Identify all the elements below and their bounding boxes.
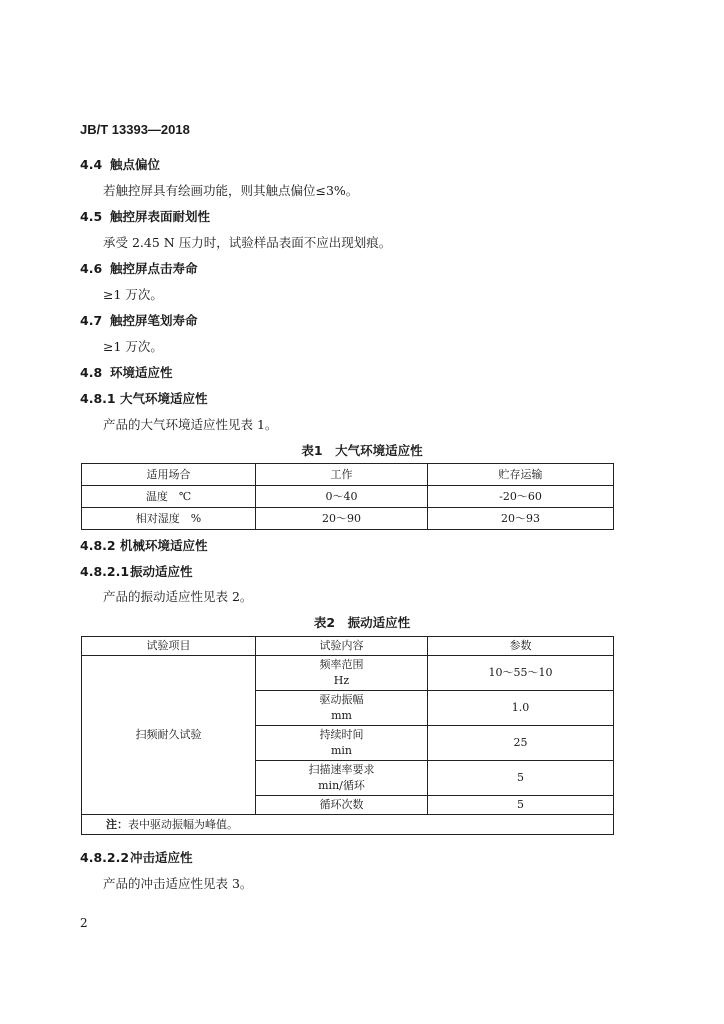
section-title: 触控屏笔划寿命 bbox=[110, 313, 198, 328]
section-heading-4-4 bbox=[80, 155, 160, 173]
section-heading-4-8-2-2 bbox=[80, 848, 193, 866]
table-cell: 25 bbox=[428, 726, 614, 761]
section-number: 4.7 bbox=[80, 313, 103, 328]
section-number: 4.8.2.1 bbox=[80, 564, 130, 579]
table-cell: 10～55～10 bbox=[428, 656, 614, 691]
table-cell-test-item: 扫频耐久试验 bbox=[82, 656, 256, 815]
table-cell: -20～60 bbox=[428, 486, 614, 508]
table-cell: 5 bbox=[428, 761, 614, 796]
section-title: 触控屏表面耐划性 bbox=[110, 209, 211, 224]
content-line: 频率范围 bbox=[319, 658, 364, 671]
content-line: 驱动振幅 bbox=[319, 693, 364, 706]
table-cell: 20～93 bbox=[428, 508, 614, 530]
table-row bbox=[82, 656, 614, 691]
standard-id: JB/T 13393—2018 bbox=[80, 122, 190, 137]
section-body-4-4: 若触控屏具有绘画功能，则其触点偏位≤3%。 bbox=[103, 183, 359, 198]
table-cell: 循环次数 bbox=[256, 796, 428, 815]
table-note bbox=[82, 815, 614, 835]
section-heading-4-8-2 bbox=[80, 536, 208, 554]
table-cell bbox=[256, 726, 428, 761]
content-unit: min/循环 bbox=[318, 779, 365, 792]
section-body-4-8-1: 产品的大气环境适应性见表 1。 bbox=[103, 417, 278, 432]
table-header-cell: 试验内容 bbox=[256, 637, 428, 656]
content-line: 持续时间 bbox=[319, 728, 364, 741]
section-title: 触控屏点击寿命 bbox=[110, 261, 198, 276]
section-title: 冲击适应性 bbox=[130, 850, 193, 865]
table1 bbox=[81, 463, 614, 530]
table2 bbox=[81, 636, 614, 835]
table-header-row bbox=[82, 637, 614, 656]
section-title: 机械环境适应性 bbox=[120, 538, 208, 553]
table-header-cell: 适用场合 bbox=[82, 464, 256, 486]
table-header-cell: 工作 bbox=[256, 464, 428, 486]
section-heading-4-8 bbox=[80, 363, 173, 381]
table-cell: 0～40 bbox=[256, 486, 428, 508]
content-unit: Hz bbox=[333, 674, 350, 687]
section-body-4-7: ≥1 万次。 bbox=[103, 339, 163, 354]
table-header-cell: 参数 bbox=[428, 637, 614, 656]
section-number: 4.5 bbox=[80, 209, 103, 224]
table2-caption: 表2 振动适应性 bbox=[313, 615, 411, 630]
table-header-cell: 试验项目 bbox=[82, 637, 256, 656]
section-body-4-8-2-1: 产品的振动适应性见表 2。 bbox=[103, 589, 253, 604]
table-cell bbox=[256, 761, 428, 796]
table-cell: 5 bbox=[428, 796, 614, 815]
table-cell bbox=[256, 691, 428, 726]
content-unit: mm bbox=[331, 709, 352, 722]
section-number: 4.8.1 bbox=[80, 391, 116, 406]
page-number: 2 bbox=[80, 916, 88, 930]
table-cell bbox=[256, 656, 428, 691]
section-heading-4-8-1 bbox=[80, 389, 208, 407]
table-row bbox=[82, 508, 614, 530]
table-cell: 相对湿度 % bbox=[82, 508, 256, 530]
table-note-row bbox=[82, 815, 614, 835]
section-heading-4-5 bbox=[80, 207, 210, 225]
note-label: 注： bbox=[106, 817, 128, 831]
section-title: 振动适应性 bbox=[130, 564, 193, 579]
table-header-row bbox=[82, 464, 614, 486]
section-number: 4.8.2 bbox=[80, 538, 116, 553]
section-body-4-6: ≥1 万次。 bbox=[103, 287, 163, 302]
section-title: 大气环境适应性 bbox=[120, 391, 208, 406]
content-unit: min bbox=[330, 744, 353, 757]
section-number: 4.4 bbox=[80, 157, 103, 172]
section-title: 环境适应性 bbox=[110, 365, 173, 380]
table-row bbox=[82, 486, 614, 508]
table-cell: 温度 ℃ bbox=[82, 486, 256, 508]
section-number: 4.8.2.2 bbox=[80, 850, 130, 865]
table1-caption: 表1 大气环境适应性 bbox=[301, 443, 423, 458]
table-cell: 1.0 bbox=[428, 691, 614, 726]
section-heading-4-7 bbox=[80, 311, 198, 329]
section-heading-4-8-2-1 bbox=[80, 562, 193, 580]
section-heading-4-6 bbox=[80, 259, 198, 277]
table-cell: 20～90 bbox=[256, 508, 428, 530]
table-header-cell: 贮存运输 bbox=[428, 464, 614, 486]
section-body-4-5: 承受 2.45 N 压力时，试验样品表面不应出现划痕。 bbox=[103, 235, 392, 250]
section-number: 4.8 bbox=[80, 365, 103, 380]
note-text: 表中驱动振幅为峰值。 bbox=[128, 817, 238, 831]
section-number: 4.6 bbox=[80, 261, 103, 276]
section-body-4-8-2-2: 产品的冲击适应性见表 3。 bbox=[103, 876, 253, 891]
content-line: 扫描速率要求 bbox=[308, 763, 375, 776]
section-title: 触点偏位 bbox=[110, 157, 161, 172]
